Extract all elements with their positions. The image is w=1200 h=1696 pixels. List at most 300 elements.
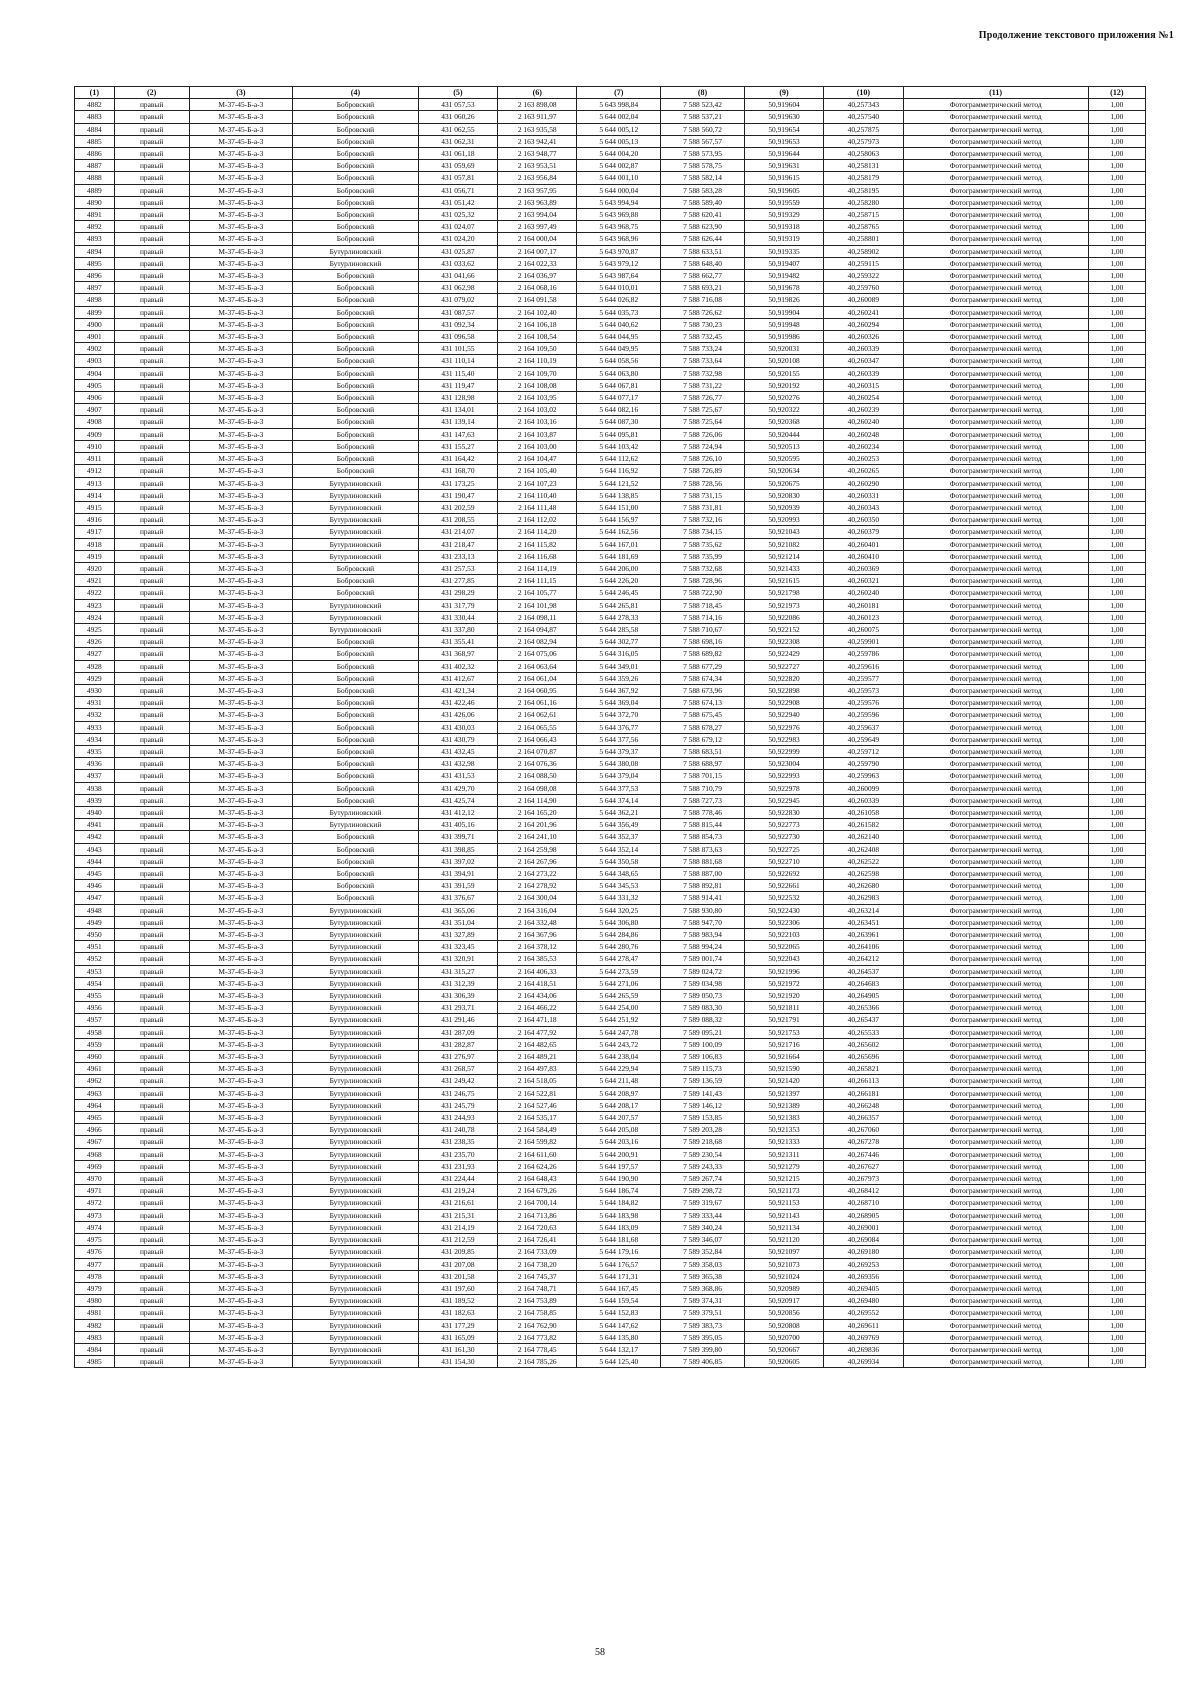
x-msk-cell: 5 644 238,04 [577,1051,661,1063]
point-number-cell: 4974 [75,1221,115,1233]
y-cell: 2 163 997,49 [498,221,577,233]
x-msk-cell: 5 644 004,20 [577,148,661,160]
table-row [75,1197,1146,1209]
district-cell: Бобровский [293,660,419,672]
district-cell: Бобровский [293,855,419,867]
district-cell: Бутурлиновский [293,1124,419,1136]
point-number-cell: 4984 [75,1343,115,1355]
x-cell: 431 257,53 [418,562,497,574]
x-cell: 431 398,85 [418,843,497,855]
y-msk-cell: 7 588 732,98 [661,367,745,379]
sheet-cell: М-37-45-Б-а-3 [189,868,293,880]
y-msk-cell: 7 589 298,72 [661,1185,745,1197]
latitude-cell: 50,919407 [744,257,823,269]
y-cell: 2 164 103,16 [498,416,577,428]
accuracy-cell: 1,00 [1088,587,1145,599]
sheet-cell: М-37-45-Б-а-3 [189,550,293,562]
sheet-cell: М-37-45-Б-а-3 [189,758,293,770]
longitude-cell: 40,269405 [824,1282,903,1294]
method-cell: Фотограмметрический метод [903,636,1088,648]
y-cell: 2 164 000,04 [498,233,577,245]
latitude-cell: 50,920155 [744,367,823,379]
table-row [75,672,1146,684]
x-cell: 431 268,57 [418,1063,497,1075]
y-cell: 2 164 316,04 [498,904,577,916]
y-msk-cell: 7 588 623,90 [661,221,745,233]
sheet-cell: М-37-45-Б-а-3 [189,1234,293,1246]
y-cell: 2 164 108,08 [498,379,577,391]
x-cell: 431 376,67 [418,892,497,904]
accuracy-cell: 1,00 [1088,379,1145,391]
side-cell: правый [114,929,189,941]
x-cell: 431 429,70 [418,782,497,794]
accuracy-cell: 1,00 [1088,440,1145,452]
x-msk-cell: 5 644 132,17 [577,1343,661,1355]
side-cell: правый [114,1099,189,1111]
table-row [75,709,1146,721]
side-cell: правый [114,892,189,904]
accuracy-cell: 1,00 [1088,929,1145,941]
latitude-cell: 50,922308 [744,636,823,648]
side-cell: правый [114,1221,189,1233]
longitude-cell: 40,264537 [824,965,903,977]
sheet-cell: М-37-45-Б-а-3 [189,111,293,123]
latitude-cell: 50,922725 [744,843,823,855]
y-msk-cell: 7 588 662,77 [661,270,745,282]
sheet-cell: М-37-45-Б-а-3 [189,721,293,733]
x-msk-cell: 5 644 186,74 [577,1185,661,1197]
accuracy-cell: 1,00 [1088,1026,1145,1038]
point-number-cell: 4883 [75,111,115,123]
side-cell: правый [114,990,189,1002]
longitude-cell: 40,264683 [824,977,903,989]
y-cell: 2 164 114,90 [498,794,577,806]
accuracy-cell: 1,00 [1088,514,1145,526]
method-cell: Фотограмметрический метод [903,1124,1088,1136]
column-header: (5) [418,87,497,99]
table-row [75,123,1146,135]
point-number-cell: 4918 [75,538,115,550]
district-cell: Бобровский [293,562,419,574]
column-header: (3) [189,87,293,99]
table-row [75,343,1146,355]
table-row [75,379,1146,391]
table-row [75,1209,1146,1221]
district-cell: Бобровский [293,745,419,757]
x-cell: 431 154,30 [418,1356,497,1368]
sheet-cell: М-37-45-Б-а-3 [189,1307,293,1319]
x-cell: 431 024,07 [418,221,497,233]
point-number-cell: 4887 [75,160,115,172]
district-cell: Бобровский [293,770,419,782]
latitude-cell: 50,919678 [744,282,823,294]
method-cell: Фотограмметрический метод [903,1136,1088,1148]
latitude-cell: 50,922152 [744,623,823,635]
point-number-cell: 4913 [75,477,115,489]
table-row [75,1148,1146,1160]
side-cell: правый [114,550,189,562]
y-msk-cell: 7 589 146,12 [661,1099,745,1111]
latitude-cell: 50,921996 [744,965,823,977]
sheet-cell: М-37-45-Б-а-3 [189,172,293,184]
district-cell: Бобровский [293,270,419,282]
table-row [75,196,1146,208]
side-cell: правый [114,1295,189,1307]
accuracy-cell: 1,00 [1088,453,1145,465]
district-cell: Бутурлиновский [293,1148,419,1160]
accuracy-cell: 1,00 [1088,1343,1145,1355]
y-cell: 2 164 406,33 [498,965,577,977]
y-cell: 2 164 103,87 [498,428,577,440]
side-cell: правый [114,453,189,465]
y-msk-cell: 7 588 714,16 [661,611,745,623]
side-cell: правый [114,1185,189,1197]
method-cell: Фотограмметрический метод [903,831,1088,843]
sheet-cell: М-37-45-Б-а-3 [189,477,293,489]
method-cell: Фотограмметрический метод [903,367,1088,379]
y-msk-cell: 7 589 395,05 [661,1331,745,1343]
latitude-cell: 50,921389 [744,1099,823,1111]
accuracy-cell: 1,00 [1088,270,1145,282]
longitude-cell: 40,263214 [824,904,903,916]
y-msk-cell: 7 588 727,73 [661,794,745,806]
x-msk-cell: 5 644 035,73 [577,306,661,318]
side-cell: правый [114,770,189,782]
sheet-cell: М-37-45-Б-а-3 [189,233,293,245]
x-cell: 431 201,58 [418,1270,497,1282]
accuracy-cell: 1,00 [1088,611,1145,623]
accuracy-cell: 1,00 [1088,831,1145,843]
x-msk-cell: 5 644 285,58 [577,623,661,635]
district-cell: Бутурлиновский [293,1356,419,1368]
sheet-cell: М-37-45-Б-а-3 [189,636,293,648]
longitude-cell: 40,264106 [824,941,903,953]
x-cell: 431 219,24 [418,1185,497,1197]
accuracy-cell: 1,00 [1088,1234,1145,1246]
side-cell: правый [114,135,189,147]
accuracy-cell: 1,00 [1088,489,1145,501]
point-number-cell: 4961 [75,1063,115,1075]
sheet-cell: М-37-45-Б-а-3 [189,294,293,306]
district-cell: Бутурлиновский [293,245,419,257]
sheet-cell: М-37-45-Б-а-3 [189,855,293,867]
x-cell: 431 426,06 [418,709,497,721]
side-cell: правый [114,1160,189,1172]
y-msk-cell: 7 588 626,44 [661,233,745,245]
y-cell: 2 163 898,08 [498,99,577,111]
district-cell: Бутурлиновский [293,1307,419,1319]
district-cell: Бутурлиновский [293,1258,419,1270]
table-row [75,1124,1146,1136]
y-msk-cell: 7 589 319,67 [661,1197,745,1209]
longitude-cell: 40,269253 [824,1258,903,1270]
district-cell: Бобровский [293,733,419,745]
x-msk-cell: 5 644 049,95 [577,343,661,355]
table-row [75,99,1146,111]
longitude-cell: 40,268710 [824,1197,903,1209]
point-number-cell: 4892 [75,221,115,233]
x-msk-cell: 5 644 377,53 [577,782,661,794]
latitude-cell: 50,921215 [744,1173,823,1185]
longitude-cell: 40,266248 [824,1099,903,1111]
x-cell: 431 059,69 [418,160,497,172]
sheet-cell: М-37-45-Б-а-3 [189,660,293,672]
y-cell: 2 164 103,02 [498,404,577,416]
y-cell: 2 164 762,90 [498,1319,577,1331]
latitude-cell: 50,922086 [744,611,823,623]
sheet-cell: М-37-45-Б-а-3 [189,587,293,599]
district-cell: Бобровский [293,648,419,660]
sheet-cell: М-37-45-Б-а-3 [189,782,293,794]
x-msk-cell: 5 644 251,92 [577,1014,661,1026]
longitude-cell: 40,262983 [824,892,903,904]
point-number-cell: 4968 [75,1148,115,1160]
longitude-cell: 40,259576 [824,697,903,709]
sheet-cell: М-37-45-Б-а-3 [189,1209,293,1221]
side-cell: правый [114,599,189,611]
sheet-cell: М-37-45-Б-а-3 [189,831,293,843]
side-cell: правый [114,245,189,257]
accuracy-cell: 1,00 [1088,538,1145,550]
y-cell: 2 164 101,98 [498,599,577,611]
accuracy-cell: 1,00 [1088,953,1145,965]
point-number-cell: 4900 [75,318,115,330]
district-cell: Бобровский [293,148,419,160]
y-msk-cell: 7 588 567,57 [661,135,745,147]
accuracy-cell: 1,00 [1088,672,1145,684]
y-cell: 2 164 738,20 [498,1258,577,1270]
method-cell: Фотограмметрический метод [903,1160,1088,1172]
accuracy-cell: 1,00 [1088,477,1145,489]
y-msk-cell: 7 588 731,22 [661,379,745,391]
y-cell: 2 164 111,15 [498,575,577,587]
district-cell: Бутурлиновский [293,1282,419,1294]
y-cell: 2 164 088,50 [498,770,577,782]
table-row [75,489,1146,501]
district-cell: Бобровский [293,587,419,599]
table-row [75,440,1146,452]
x-cell: 431 189,52 [418,1295,497,1307]
latitude-cell: 50,920808 [744,1319,823,1331]
accuracy-cell: 1,00 [1088,782,1145,794]
table-row [75,1112,1146,1124]
x-msk-cell: 5 644 151,00 [577,501,661,513]
sheet-cell: М-37-45-Б-а-3 [189,1246,293,1258]
x-msk-cell: 5 644 206,00 [577,562,661,574]
point-number-cell: 4908 [75,416,115,428]
method-cell: Фотограмметрический метод [903,684,1088,696]
accuracy-cell: 1,00 [1088,941,1145,953]
method-cell: Фотограмметрический метод [903,562,1088,574]
longitude-cell: 40,257875 [824,123,903,135]
x-msk-cell: 5 644 302,77 [577,636,661,648]
method-cell: Фотограмметрический метод [903,990,1088,1002]
district-cell: Бутурлиновский [293,501,419,513]
accuracy-cell: 1,00 [1088,1112,1145,1124]
x-cell: 431 033,62 [418,257,497,269]
longitude-cell: 40,260181 [824,599,903,611]
district-cell: Бутурлиновский [293,1331,419,1343]
method-cell: Фотограмметрический метод [903,782,1088,794]
y-msk-cell: 7 588 735,99 [661,550,745,562]
district-cell: Бобровский [293,160,419,172]
y-cell: 2 164 332,48 [498,916,577,928]
method-cell: Фотограмметрический метод [903,758,1088,770]
latitude-cell: 50,920856 [744,1307,823,1319]
x-msk-cell: 5 644 147,62 [577,1319,661,1331]
y-msk-cell: 7 588 693,21 [661,282,745,294]
x-cell: 431 060,26 [418,111,497,123]
table-row [75,1356,1146,1368]
x-cell: 431 119,47 [418,379,497,391]
y-cell: 2 164 679,26 [498,1185,577,1197]
y-cell: 2 164 482,65 [498,1038,577,1050]
longitude-cell: 40,267060 [824,1124,903,1136]
latitude-cell: 50,921043 [744,526,823,538]
longitude-cell: 40,257540 [824,111,903,123]
sheet-cell: М-37-45-Б-а-3 [189,709,293,721]
longitude-cell: 40,263961 [824,929,903,941]
table-row [75,636,1146,648]
accuracy-cell: 1,00 [1088,416,1145,428]
x-cell: 431 190,47 [418,489,497,501]
sheet-cell: М-37-45-Б-а-3 [189,953,293,965]
district-cell: Бутурлиновский [293,1002,419,1014]
x-msk-cell: 5 643 987,64 [577,270,661,282]
accuracy-cell: 1,00 [1088,684,1145,696]
accuracy-cell: 1,00 [1088,562,1145,574]
longitude-cell: 40,264212 [824,953,903,965]
district-cell: Бутурлиновский [293,623,419,635]
method-cell: Фотограмметрический метод [903,648,1088,660]
sheet-cell: М-37-45-Б-а-3 [189,916,293,928]
sheet-cell: М-37-45-Б-а-3 [189,1270,293,1282]
side-cell: правый [114,355,189,367]
x-msk-cell: 5 644 376,77 [577,721,661,733]
point-number-cell: 4925 [75,623,115,635]
side-cell: правый [114,99,189,111]
method-cell: Фотограмметрический метод [903,514,1088,526]
longitude-cell: 40,269001 [824,1221,903,1233]
table-row [75,1002,1146,1014]
y-cell: 2 164 418,51 [498,977,577,989]
y-msk-cell: 7 589 218,68 [661,1136,745,1148]
sheet-cell: М-37-45-Б-а-3 [189,880,293,892]
side-cell: правый [114,623,189,635]
y-cell: 2 164 300,04 [498,892,577,904]
accuracy-cell: 1,00 [1088,745,1145,757]
table-row [75,367,1146,379]
district-cell: Бобровский [293,428,419,440]
sheet-cell: М-37-45-Б-а-3 [189,684,293,696]
accuracy-cell: 1,00 [1088,355,1145,367]
y-cell: 2 164 076,36 [498,758,577,770]
sheet-cell: М-37-45-Б-а-3 [189,416,293,428]
y-cell: 2 164 061,04 [498,672,577,684]
longitude-cell: 40,258195 [824,184,903,196]
district-cell: Бобровский [293,343,419,355]
method-cell: Фотограмметрический метод [903,465,1088,477]
district-cell: Бутурлиновский [293,929,419,941]
point-number-cell: 4915 [75,501,115,513]
x-cell: 431 249,42 [418,1075,497,1087]
point-number-cell: 4934 [75,733,115,745]
point-number-cell: 4951 [75,941,115,953]
district-cell: Бутурлиновский [293,953,419,965]
y-msk-cell: 7 588 815,44 [661,819,745,831]
y-msk-cell: 7 588 728,56 [661,477,745,489]
point-number-cell: 4931 [75,697,115,709]
x-cell: 431 025,32 [418,209,497,221]
x-msk-cell: 5 644 176,57 [577,1258,661,1270]
longitude-cell: 40,260339 [824,367,903,379]
y-msk-cell: 7 589 368,86 [661,1282,745,1294]
table-row [75,587,1146,599]
district-cell: Бобровский [293,111,419,123]
y-cell: 2 164 778,45 [498,1343,577,1355]
longitude-cell: 40,259901 [824,636,903,648]
method-cell: Фотограмметрический метод [903,331,1088,343]
y-cell: 2 164 489,21 [498,1051,577,1063]
x-msk-cell: 5 644 316,05 [577,648,661,660]
point-number-cell: 4917 [75,526,115,538]
method-cell: Фотограмметрический метод [903,1014,1088,1026]
y-msk-cell: 7 588 710,79 [661,782,745,794]
latitude-cell: 50,922043 [744,953,823,965]
latitude-cell: 50,922940 [744,709,823,721]
point-number-cell: 4983 [75,1331,115,1343]
x-msk-cell: 5 644 087,30 [577,416,661,428]
y-cell: 2 164 110,19 [498,355,577,367]
method-cell: Фотограмметрический метод [903,404,1088,416]
x-msk-cell: 5 644 320,25 [577,904,661,916]
side-cell: правый [114,416,189,428]
x-msk-cell: 5 644 226,20 [577,575,661,587]
y-msk-cell: 7 589 106,83 [661,1051,745,1063]
y-cell: 2 164 518,05 [498,1075,577,1087]
sheet-cell: М-37-45-Б-а-3 [189,514,293,526]
side-cell: правый [114,184,189,196]
district-cell: Бобровский [293,831,419,843]
point-number-cell: 4909 [75,428,115,440]
x-msk-cell: 5 644 359,26 [577,672,661,684]
table-row [75,1087,1146,1099]
x-cell: 431 298,29 [418,587,497,599]
y-msk-cell: 7 589 383,73 [661,1319,745,1331]
point-number-cell: 4896 [75,270,115,282]
longitude-cell: 40,260123 [824,611,903,623]
y-msk-cell: 7 589 088,32 [661,1014,745,1026]
longitude-cell: 40,259649 [824,733,903,745]
latitude-cell: 50,920667 [744,1343,823,1355]
method-cell: Фотограмметрический метод [903,880,1088,892]
longitude-cell: 40,260089 [824,294,903,306]
y-msk-cell: 7 589 001,74 [661,953,745,965]
x-cell: 431 422,46 [418,697,497,709]
point-number-cell: 4912 [75,465,115,477]
y-msk-cell: 7 589 406,85 [661,1356,745,1368]
side-cell: правый [114,758,189,770]
table-row [75,172,1146,184]
district-cell: Бутурлиновский [293,1051,419,1063]
method-cell: Фотограмметрический метод [903,941,1088,953]
accuracy-cell: 1,00 [1088,880,1145,892]
district-cell: Бутурлиновский [293,965,419,977]
longitude-cell: 40,260234 [824,440,903,452]
accuracy-cell: 1,00 [1088,160,1145,172]
district-cell: Бобровский [293,306,419,318]
side-cell: правый [114,1075,189,1087]
